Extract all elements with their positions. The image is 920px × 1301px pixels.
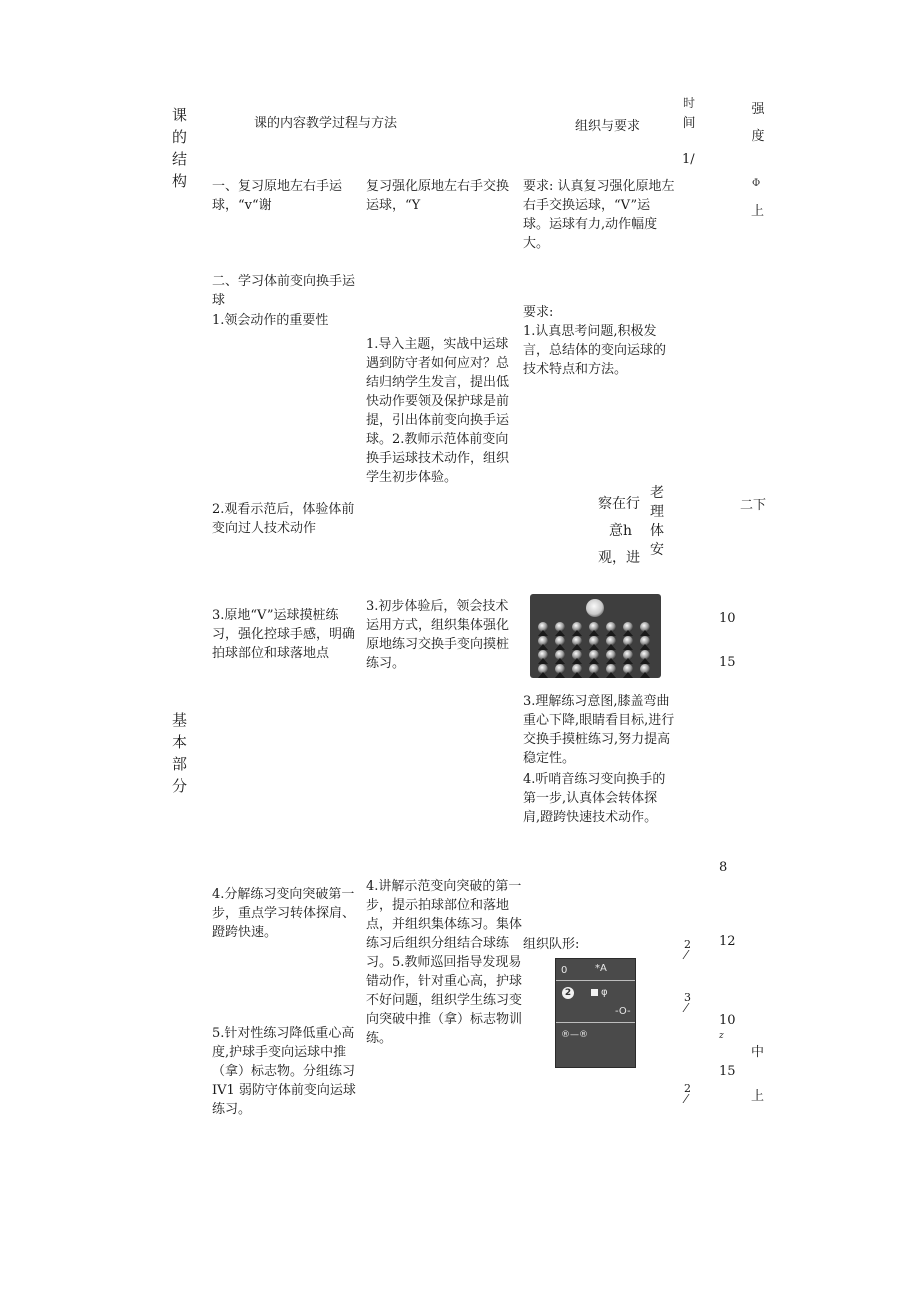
section2-time3a: 10 xyxy=(719,611,736,626)
mark-1 xyxy=(681,938,691,961)
section2-item3: 3.原地“V”运球摸桩练习，强化控球手感，明确拍球部位和球落地点 xyxy=(212,608,356,661)
fig2-label-tr: *A xyxy=(595,963,607,974)
marker-cone xyxy=(538,672,548,678)
mark-1-slash: / xyxy=(681,948,691,961)
section1-requirement: 要求: 认真复习强化原地左右手交换运球，“V”运球。运球有力,动作幅度大。 xyxy=(523,179,675,251)
section2-method4: 4.讲解示范变向突破的第一步，提示拍球部位和落地点，并组织集体练习。集体练习后组织分组结合球练习。5.教师巡回指导发现易错动作，针对重心高，护球不好问题，组织学生练习变向突破中推（拿）标志物训练。 xyxy=(366,879,523,1046)
intensity-mid: 中 xyxy=(751,1045,765,1060)
marker-cone xyxy=(623,672,633,678)
section1-method: 复习强化原地左右手交换运球，“Y xyxy=(366,179,510,213)
practice-formation-figure xyxy=(530,594,661,678)
fig2-divider-2 xyxy=(556,1022,635,1023)
fig2-line-mark: -O- xyxy=(615,1006,631,1017)
mark-2-num: 3 xyxy=(684,991,691,1004)
header-intensity xyxy=(751,100,765,146)
section2-item4: 4.分解练习变向突破第一步，重点学习转体探肩、蹬跨快速。 xyxy=(212,887,356,940)
section2-item5: 5.针对性练习降低重心高度,护球手变向运球中推（拿）标志物。分组练习 IV1 弱防守体前变向运球练习。 xyxy=(212,1026,356,1117)
section2-garbled-b xyxy=(650,484,664,560)
marker-cone xyxy=(606,672,616,678)
header-time-char-1: 时 xyxy=(682,96,695,110)
section1-intensity: 上 xyxy=(751,204,765,219)
section2-method1: 1.导入主题，实战中运球遇到防守者如何应对？总结归纳学生发言，提出低快动作要领及保护球是前提，引出体前变向换手运球。2.教师示范体前变向换手运球技术动作，组织学生初步体验。 xyxy=(366,337,510,485)
section2-req1: 1.认真思考问题,积极发言，总结体的变向运球的技术特点和方法。 xyxy=(523,324,667,377)
time-row5-a: 10 xyxy=(719,1013,736,1028)
section2-item2: 2.观看示范后，体验体前变向过人技术动作 xyxy=(212,502,355,536)
teacher-figure xyxy=(586,599,604,617)
header-time-char-2: 间 xyxy=(682,116,696,131)
time-z: z xyxy=(719,1031,724,1041)
intensity-last: 上 xyxy=(751,1089,765,1104)
fig2-phi: φ xyxy=(601,987,608,998)
section1-content: 一、复习原地左右手运球，“v“谢 xyxy=(212,179,343,213)
fig2-circle-number: 2 xyxy=(562,987,574,999)
section2-item1: 1.领会动作的重要性 xyxy=(212,313,329,328)
mark-3 xyxy=(681,1082,691,1105)
section1-intensity-symbol: Φ xyxy=(752,178,761,189)
section2-time3b: 15 xyxy=(719,655,736,670)
section2-req4: 4.听哨音练习变向换手的第一步,认真体会转体探肩,蹬跨快速技术动作。 xyxy=(523,772,666,825)
group-formation-figure xyxy=(555,958,636,1068)
section2-intensity2: 二下 xyxy=(740,498,767,513)
garbled-a-line-2: 意h xyxy=(609,523,633,539)
section2-method3: 3.初步体验后，领会技术运用方式，组织集体强化原地练习交换手变向摸桩练习。 xyxy=(366,599,510,671)
basic-part-label: 基本部分 xyxy=(172,711,188,795)
section2-req-label: 要求: xyxy=(523,305,554,320)
mark-3-slash: / xyxy=(681,1092,691,1105)
mark-3-num: 2 xyxy=(684,1082,691,1095)
time-row4-b: 12 xyxy=(719,934,736,949)
fig2-square-marker xyxy=(591,989,598,996)
marker-cone xyxy=(589,672,599,678)
header-structure: 课的结构 xyxy=(172,106,188,190)
garbled-b-char-2: 理 xyxy=(650,504,664,520)
fig2-bottom-mark: ®—® xyxy=(561,1030,588,1040)
header-intensity-char-1: 强 xyxy=(751,102,765,117)
garbled-b-char-3: 体 xyxy=(650,523,664,539)
garbled-b-char-1: 老 xyxy=(650,485,664,501)
header-intensity-char-2: 度 xyxy=(751,129,765,144)
garbled-b-char-4: 安 xyxy=(650,542,664,558)
formation-label: 组织队形: xyxy=(523,937,580,952)
time-row5-b: 15 xyxy=(719,1064,736,1079)
section2-title: 二、学习体前变向换手运球 xyxy=(212,274,356,308)
header-content: 课的内容教学过程与方法 xyxy=(254,116,398,131)
time-row4-a: 8 xyxy=(719,860,728,875)
marker-cone xyxy=(572,672,582,678)
header-organization: 组织与要求 xyxy=(575,119,641,134)
mark-2-slash: / xyxy=(681,1001,691,1014)
section2-req3: 3.理解练习意图,膝盖弯曲重心下降,眼睛看目标,进行交换手摸桩练习,努力提高稳定性。 xyxy=(523,694,675,766)
marker-cone xyxy=(640,672,650,678)
garbled-a-line-1: 察在行 xyxy=(598,496,640,512)
garbled-a-line-3: 观，进 xyxy=(598,550,640,566)
mark-2 xyxy=(681,991,691,1014)
mark-1-num: 2 xyxy=(684,938,691,951)
header-time-unit: 1/ xyxy=(682,152,695,167)
section2-garbled-a xyxy=(598,491,640,572)
marker-cone xyxy=(555,672,565,678)
fig2-label-tl: 0 xyxy=(561,965,568,976)
header-time xyxy=(682,96,696,133)
fig2-divider-1 xyxy=(556,980,635,981)
